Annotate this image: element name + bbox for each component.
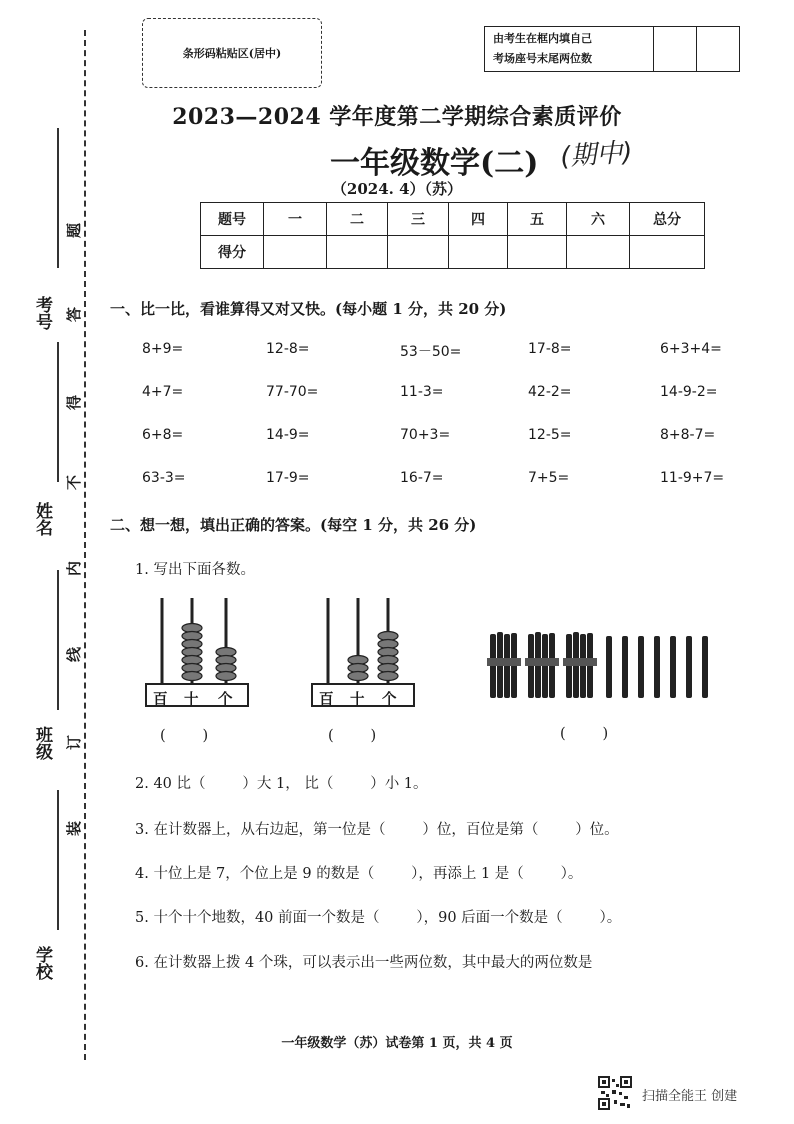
arithmetic-problem: 11-9+7= <box>660 470 725 486</box>
score-header-cell: 一 <box>264 203 327 236</box>
barcode-label: 条形码粘贴区(居中) <box>182 47 282 60</box>
side-label-name: 姓名 <box>32 502 52 536</box>
exam-no-line <box>57 128 59 268</box>
score-row-label: 得分 <box>201 236 264 269</box>
stick-bundle <box>487 632 521 698</box>
seat-instruction-line2: 考场座号末尾两位数 <box>493 52 592 65</box>
binding-char: 线 <box>65 646 84 663</box>
arithmetic-problem: 6+8= <box>142 427 184 443</box>
score-table <box>200 202 705 269</box>
arithmetic-problem: 63-3= <box>142 470 186 486</box>
arithmetic-problem: 8+8-7= <box>660 427 716 443</box>
name-line <box>57 342 59 482</box>
answer-blank-sticks[interactable]: ( ) <box>560 726 609 742</box>
seat-instruction <box>485 27 654 71</box>
arithmetic-problem: 12-8= <box>266 341 310 357</box>
section-1-heading: 一、比一比，看谁算得又对又快。(每小题 1 分，共 20 分) <box>110 300 507 318</box>
score-table-header <box>201 203 705 236</box>
arithmetic-problem: 7+5= <box>528 470 570 486</box>
seat-instruction-line1: 由考生在框内填自己 <box>493 32 592 45</box>
binding-char: 装 <box>65 820 84 837</box>
arithmetic-problem: 16-7= <box>400 470 444 486</box>
scanner-watermark: 扫描全能王 创建 <box>642 1089 738 1104</box>
question-3: 3. 在计数器上，从右边起，第一位是（ ）位，百位是第（ ）位。 <box>135 822 619 838</box>
school-line <box>57 790 59 930</box>
question-5: 5. 十个十个地数，40 前面一个数是（ ），90 后面一个数是（ ）。 <box>135 910 622 926</box>
answer-blank-abacus-1[interactable]: ( ) <box>160 728 209 744</box>
seat-digit-box-2[interactable] <box>697 27 739 71</box>
arithmetic-problem: 53－50= <box>400 344 462 360</box>
arithmetic-problem: 8+9= <box>142 341 184 357</box>
score-cell[interactable] <box>388 236 449 269</box>
seat-digit-box-1[interactable] <box>654 27 697 71</box>
side-label-exam-no: 考号 <box>32 296 52 330</box>
score-header-cell: 题号 <box>201 203 264 236</box>
arithmetic-problem: 11-3= <box>400 384 444 400</box>
score-cell[interactable] <box>508 236 567 269</box>
arithmetic-problem: 17-8= <box>528 341 572 357</box>
score-cell[interactable] <box>264 236 327 269</box>
question-1: 1. 写出下面各数。 <box>135 562 255 578</box>
stick-bundle <box>563 632 597 698</box>
binding-char: 订 <box>65 734 84 751</box>
abacus-label-ones: 个 <box>382 691 397 708</box>
binding-char: 答 <box>65 306 84 323</box>
score-header-cell: 三 <box>388 203 449 236</box>
abacus-label-hundreds: 百 <box>319 691 334 708</box>
score-cell[interactable] <box>449 236 508 269</box>
abacus-label-tens: 十 <box>350 691 365 708</box>
barcode-area <box>142 18 322 88</box>
exam-date: （2024. 4）（苏） <box>331 180 463 198</box>
binding-char: 内 <box>65 560 84 577</box>
exam-title: 2023—2024 学年度第二学期综合素质评价 <box>172 104 622 130</box>
arithmetic-problem: 42-2= <box>528 384 572 400</box>
question-2: 2. 40 比（ ）大 1， 比（ ）小 1。 <box>135 776 428 792</box>
arithmetic-problem: 77-70= <box>266 384 319 400</box>
binding-char: 得 <box>65 394 84 411</box>
arithmetic-problem: 6+3+4= <box>660 341 722 357</box>
side-label-class: 班级 <box>32 726 52 760</box>
score-header-cell: 二 <box>327 203 388 236</box>
question-4: 4. 十位上是 7，个位上是 9 的数是（ ），再添上 1 是（ ）。 <box>135 866 583 882</box>
arithmetic-problem: 12-5= <box>528 427 572 443</box>
arithmetic-problem: 70+3= <box>400 427 451 443</box>
single-sticks <box>606 636 708 698</box>
handwritten-note: (期中) <box>559 137 634 173</box>
binding-char: 题 <box>65 222 84 239</box>
score-header-cell: 五 <box>508 203 567 236</box>
exam-subtitle: 一年级数学(二) <box>330 146 539 181</box>
score-header-cell: 六 <box>567 203 630 236</box>
arithmetic-problem: 14-9-2= <box>660 384 718 400</box>
class-line <box>57 570 59 710</box>
abacus-label-hundreds: 百 <box>153 691 168 708</box>
abacus-label-ones: 个 <box>218 691 233 708</box>
score-cell[interactable] <box>630 236 705 269</box>
abacus-label-tens: 十 <box>184 691 199 708</box>
side-label-school: 学校 <box>32 946 52 980</box>
binding-line <box>84 30 86 1060</box>
binding-char: 不 <box>65 474 84 491</box>
score-header-cell: 总分 <box>630 203 705 236</box>
score-table-row <box>201 236 705 269</box>
answer-blank-abacus-2[interactable]: ( ) <box>328 728 377 744</box>
arithmetic-problem: 14-9= <box>266 427 310 443</box>
stick-bundles <box>484 630 714 702</box>
question-6: 6. 在计数器上拨 4 个珠，可以表示出一些两位数，其中最大的两位数是 <box>135 955 593 971</box>
seat-number-box <box>484 26 740 72</box>
score-header-cell: 四 <box>449 203 508 236</box>
arithmetic-problem: 17-9= <box>266 470 310 486</box>
arithmetic-problem: 4+7= <box>142 384 184 400</box>
page-footer: 一年级数学（苏）试卷第 1 页，共 4 页 <box>281 1036 513 1051</box>
score-cell[interactable] <box>567 236 630 269</box>
score-cell[interactable] <box>327 236 388 269</box>
qr-code-icon <box>598 1076 632 1110</box>
section-2-heading: 二、想一想，填出正确的答案。(每空 1 分，共 26 分) <box>110 516 477 534</box>
stick-bundle <box>525 632 559 698</box>
